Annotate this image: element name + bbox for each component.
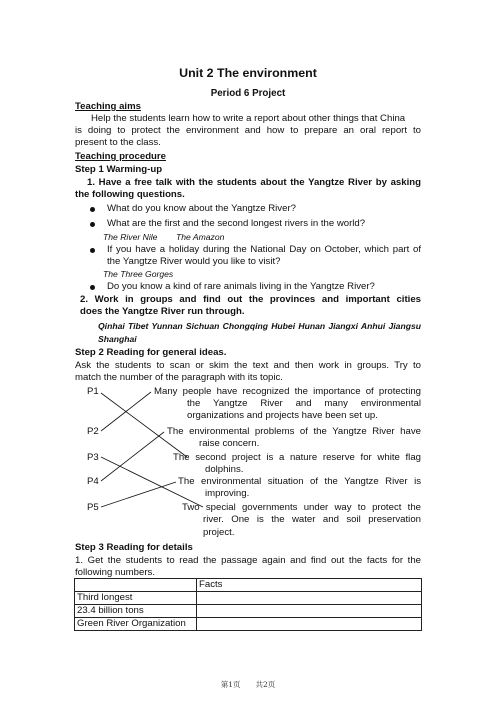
step3-heading: Step 3 Reading for details [75,542,193,553]
question-1: What do you know about the Yangtze River? [107,203,296,214]
table-row [75,618,422,631]
page-subtitle: Period 6 Project [210,88,286,99]
teaching-procedure-heading: Teaching procedure [75,151,166,162]
topic-3-line1: The second project is a nature reserve for white flag [173,452,421,463]
page-title: Unit 2 The environment [179,66,317,80]
aims-line-3: present to the class. [75,137,161,148]
answer-2b: The Amazon [176,232,225,242]
topic-5-line2: river. One is the water and soil preservation [203,514,421,525]
table-cell-fact[interactable] [197,605,422,618]
paragraph-label-p4: P4 [87,476,99,487]
page-footer: 第1页 共2页 [220,680,276,689]
topic-1-line1: Many people have recognized the importance of protecting [154,386,421,397]
match-line-p3 [101,457,203,507]
table-cell-fact[interactable] [197,592,422,605]
topic-5-line3: project. [203,527,235,538]
topic-4-line2: improving. [205,488,250,499]
paragraph-label-p5: P5 [87,502,99,513]
step1-task1-line1: 1. Have a free talk with the students about the Yangtze River by asking [87,177,421,188]
topic-2-line2: raise concern. [199,438,260,449]
topic-1-line3: organizations and projects have been set up. [187,410,378,421]
step2-intro-line1: Ask the students to scan or skim the text and then work in groups. Try to [75,360,421,371]
answer-3: The Three Gorges [103,269,174,279]
topic-5-line1: Two special governments under way to protect the [182,502,421,513]
step3-intro-line1: 1. Get the students to read the passage again and find out the facts for the [75,555,421,566]
table-cell-label: Third longest [75,592,197,605]
step2-heading: Step 2 Reading for general ideas. [75,347,227,358]
table-cell-fact[interactable] [197,618,422,631]
question-2: What are the first and the second longest rivers in the world? [107,218,366,229]
step2-intro-line2: match the number of the paragraph with its topic. [75,372,283,383]
match-line-p5 [101,482,176,507]
question-3-line1: If you have a holiday during the National Day on October, which part of [107,244,421,255]
match-line-p4 [101,432,164,481]
step3-intro-line2: following numbers. [75,567,155,578]
table-cell-label: Green River Organization [75,618,197,631]
table-header-row [75,579,422,592]
topic-3-line2: dolphins. [205,464,244,475]
teaching-aims-heading: Teaching aims [75,101,141,112]
provinces-line1: Qinhai Tibet Yunnan Sichuan Chongqing Hubei Hunan Jiangxi Anhui Jiangsu [98,321,421,331]
table-row [75,592,422,605]
provinces-line2: Shanghai [98,334,137,344]
question-3-line2: the Yangtze River would you like to visit? [107,256,281,267]
step1-task2-line2: does the Yangtze River run through. [80,306,245,317]
topic-4-line1: The environmental situation of the Yangtze River is [178,476,421,487]
topic-1-line2: the Yangtze River and many environmental [187,398,421,409]
facts-table [74,578,422,631]
table-cell-label: 23.4 billion tons [75,605,197,618]
table-row [75,605,422,618]
aims-line-1: Help the students learn how to write a report about other things that China [91,113,406,124]
match-line-p2 [101,392,151,431]
step1-task2-line1: 2. Work in groups and find out the provinces and important cities [80,294,421,305]
table-header-cell-facts: Facts [197,579,422,592]
paragraph-label-p1: P1 [87,386,99,397]
step1-heading: Step 1 Warming-up [75,164,163,175]
question-4: Do you know a kind of rare animals living in the Yangtze River? [107,281,375,292]
aims-line-2: is doing to protect the environment and how to prepare an oral report to [75,125,421,136]
table-header-cell [75,579,197,592]
paragraph-label-p3: P3 [87,452,99,463]
paragraph-label-p2: P2 [87,426,99,437]
topic-2-line1: The environmental problems of the Yangtze River have [167,426,421,437]
step1-task1-line2: the following questions. [75,189,185,200]
answer-2a: The River Nile [103,232,158,242]
